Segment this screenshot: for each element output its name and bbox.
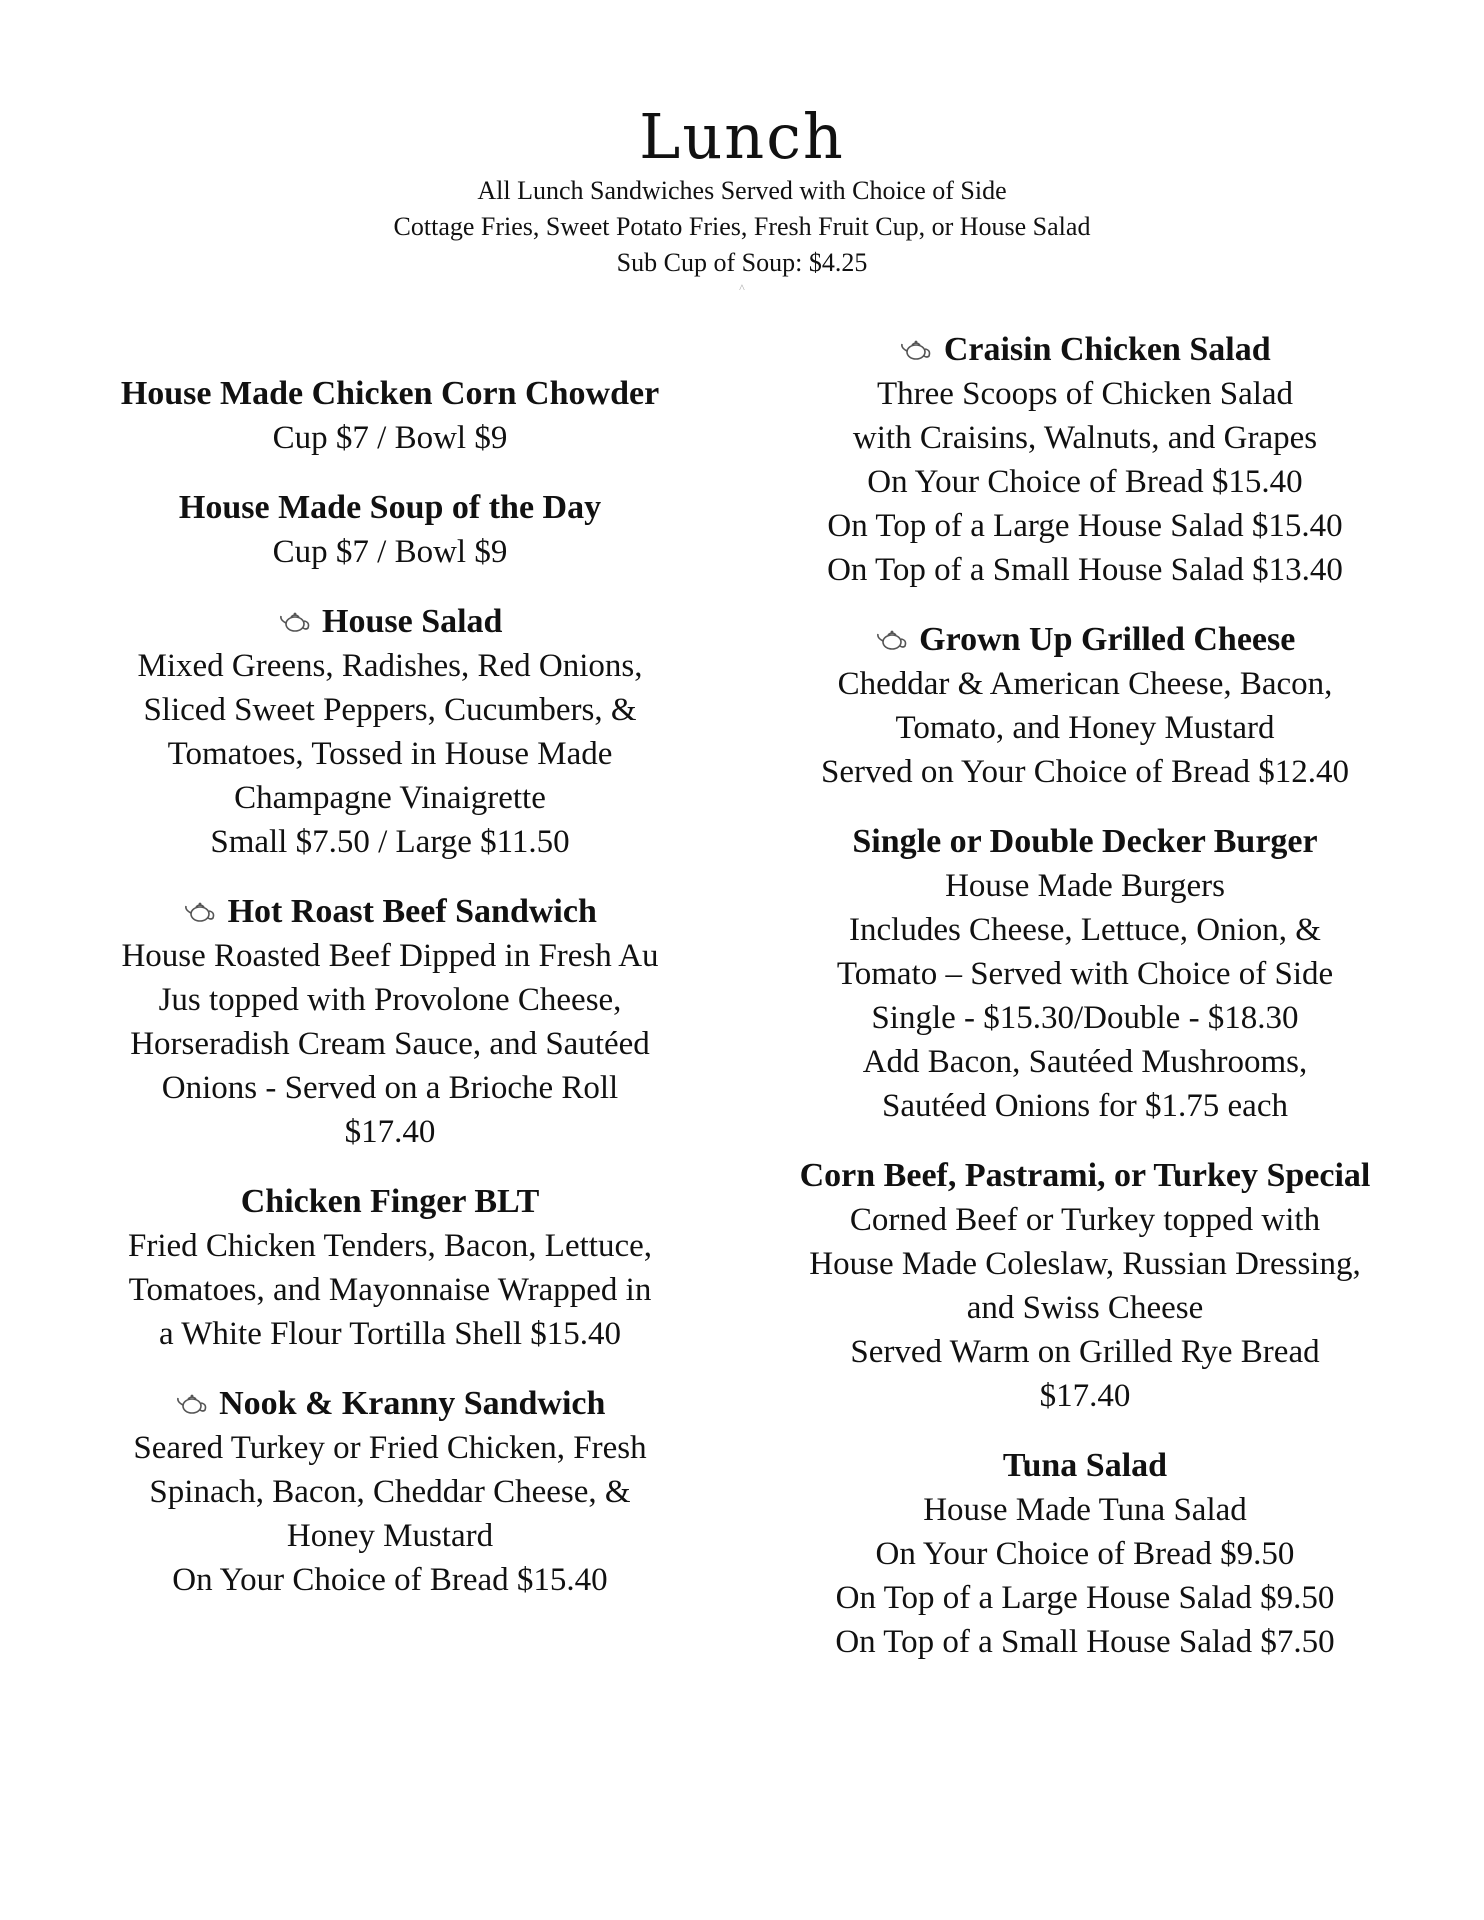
teapot-icon — [183, 900, 217, 924]
menu-item-name — [80, 1382, 700, 1426]
menu-item-nook-kranny-sandwich — [80, 1382, 700, 1602]
menu-item-description-line: Honey Mustard — [286, 1518, 494, 1554]
menu-item-name-text: Nook & Kranny Sandwich — [219, 1385, 606, 1422]
menu-item-description-line: and Swiss Cheese — [966, 1290, 1204, 1326]
menu-item-description-line: Spinach, Bacon, Cheddar Cheese, & — [149, 1474, 631, 1510]
menu-item-name — [760, 618, 1410, 662]
menu-item-name-text: House Made Soup of the Day — [178, 489, 602, 526]
menu-item-description-line: a White Flour Tortilla Shell $15.40 — [158, 1316, 622, 1352]
menu-item-description-line: Champagne Vinaigrette — [234, 780, 546, 816]
menu-item-description-line: House Made Tuna Salad — [923, 1492, 1247, 1528]
menu-item-grown-up-grilled-cheese — [760, 618, 1410, 794]
menu-item-description-line: On Top of a Large House Salad $9.50 — [835, 1580, 1335, 1616]
menu-item-name — [80, 1180, 700, 1224]
menu-item-description-line: Jus topped with Provolone Cheese, — [158, 982, 622, 1018]
menu-item-name-text: Corn Beef, Pastrami, or Turkey Special — [799, 1157, 1371, 1194]
menu-item-description-line: On Your Choice of Bread $15.40 — [172, 1562, 608, 1598]
side-options-line: Cottage Fries, Sweet Potato Fries, Fresh Fruit Cup, or House Salad — [393, 212, 1091, 241]
menu-item-description-line: House Made Coleslaw, Russian Dressing, — [809, 1246, 1361, 1282]
menu-item-name-text: Hot Roast Beef Sandwich — [227, 893, 597, 930]
menu-item-single-or-double-decker-burger — [760, 820, 1410, 1128]
menu-item-hot-roast-beef-sandwich — [80, 890, 700, 1154]
menu-item-description-line: $17.40 — [344, 1114, 436, 1150]
menu-item-description-line: Fried Chicken Tenders, Bacon, Lettuce, — [127, 1228, 652, 1264]
menu-item-name-text: Single or Double Decker Burger — [852, 823, 1318, 860]
left-menu-column — [80, 372, 700, 1628]
menu-item-description-line: House Made Burgers — [945, 868, 1225, 904]
menu-item-name-text: House Made Chicken Corn Chowder — [120, 375, 660, 412]
menu-item-description-line: with Craisins, Walnuts, and Grapes — [852, 420, 1318, 456]
teapot-icon — [175, 1392, 209, 1416]
menu-item-description-line: Three Scoops of Chicken Salad — [876, 376, 1294, 412]
menu-item-description-line: Mixed Greens, Radishes, Red Onions, — [137, 648, 643, 684]
menu-item-name — [760, 328, 1410, 372]
menu-item-description-line: Add Bacon, Sautéed Mushrooms, — [862, 1044, 1308, 1080]
menu-item-name — [80, 890, 700, 934]
menu-item-house-made-soup-of-the-day — [80, 486, 700, 574]
menu-item-description-line: Tomatoes, Tossed in House Made — [167, 736, 613, 772]
menu-item-name — [760, 820, 1410, 864]
teapot-icon — [899, 338, 933, 362]
menu-item-description-line: Tomatoes, and Mayonnaise Wrapped in — [128, 1272, 652, 1308]
menu-item-description-line: On Top of a Large House Salad $15.40 — [827, 508, 1343, 544]
menu-item-description-line: Cup $7 / Bowl $9 — [272, 420, 508, 456]
menu-item-description-line: Sliced Sweet Peppers, Cucumbers, & — [143, 692, 637, 728]
menu-item-description-line: $17.40 — [1039, 1378, 1131, 1414]
menu-item-house-salad — [80, 600, 700, 864]
menu-item-description-line: On Top of a Small House Salad $7.50 — [835, 1624, 1335, 1660]
menu-item-description-line: Includes Cheese, Lettuce, Onion, & — [849, 912, 1321, 948]
menu-item-name — [760, 1444, 1410, 1488]
teapot-icon — [875, 628, 909, 652]
menu-item-name-text: Grown Up Grilled Cheese — [919, 621, 1296, 658]
menu-item-description-line: Horseradish Cream Sauce, and Sautéed — [130, 1026, 650, 1062]
menu-item-description-line: On Your Choice of Bread $15.40 — [867, 464, 1303, 500]
menu-item-description-line: Served on Your Choice of Bread $12.40 — [821, 754, 1349, 790]
teapot-icon — [278, 610, 312, 634]
menu-item-craisin-chicken-salad — [760, 328, 1410, 592]
menu-item-corn-beef-pastrami-or-turkey-special — [760, 1154, 1410, 1418]
menu-header — [0, 100, 1484, 295]
page-title: Lunch — [639, 100, 845, 173]
menu-item-name — [760, 1154, 1410, 1198]
menu-item-description-line: On Your Choice of Bread $9.50 — [875, 1536, 1295, 1572]
menu-item-description-line: Small $7.50 / Large $11.50 — [210, 824, 570, 860]
soup-sub-line: Sub Cup of Soup: $4.25 — [616, 248, 868, 277]
menu-item-name-text: Craisin Chicken Salad — [943, 331, 1271, 368]
menu-item-description-line: Tomato, and Honey Mustard — [895, 710, 1275, 746]
menu-item-description-line: Sautéed Onions for $1.75 each — [882, 1088, 1288, 1124]
menu-item-description-line: Seared Turkey or Fried Chicken, Fresh — [133, 1430, 647, 1466]
menu-item-description-line: Cup $7 / Bowl $9 — [272, 534, 508, 570]
menu-item-name — [80, 372, 700, 416]
right-menu-column — [760, 328, 1410, 1690]
menu-item-name — [80, 486, 700, 530]
menu-item-house-made-chicken-corn-chowder — [80, 372, 700, 460]
menu-item-name — [80, 600, 700, 644]
menu-item-description-line: Served Warm on Grilled Rye Bread — [850, 1334, 1320, 1370]
menu-item-description-line: On Top of a Small House Salad $13.40 — [827, 552, 1343, 588]
menu-item-tuna-salad — [760, 1444, 1410, 1664]
menu-item-chicken-finger-blt — [80, 1180, 700, 1356]
menu-item-name-text: Tuna Salad — [1002, 1447, 1168, 1484]
menu-item-description-line: Onions - Served on a Brioche Roll — [161, 1070, 619, 1106]
caret-ornament-icon: ^ — [739, 281, 745, 295]
menu-item-name-text: Chicken Finger BLT — [240, 1183, 540, 1220]
menu-item-description-line: Single - $15.30/Double - $18.30 — [871, 1000, 1299, 1036]
menu-item-name-text: House Salad — [322, 603, 503, 640]
side-note-line: All Lunch Sandwiches Served with Choice of Side — [477, 176, 1007, 205]
menu-item-description-line: Tomato – Served with Choice of Side — [836, 956, 1334, 992]
menu-item-description-line: House Roasted Beef Dipped in Fresh Au — [121, 938, 659, 974]
menu-item-description-line: Corned Beef or Turkey topped with — [849, 1202, 1321, 1238]
menu-item-description-line: Cheddar & American Cheese, Bacon, — [837, 666, 1333, 702]
